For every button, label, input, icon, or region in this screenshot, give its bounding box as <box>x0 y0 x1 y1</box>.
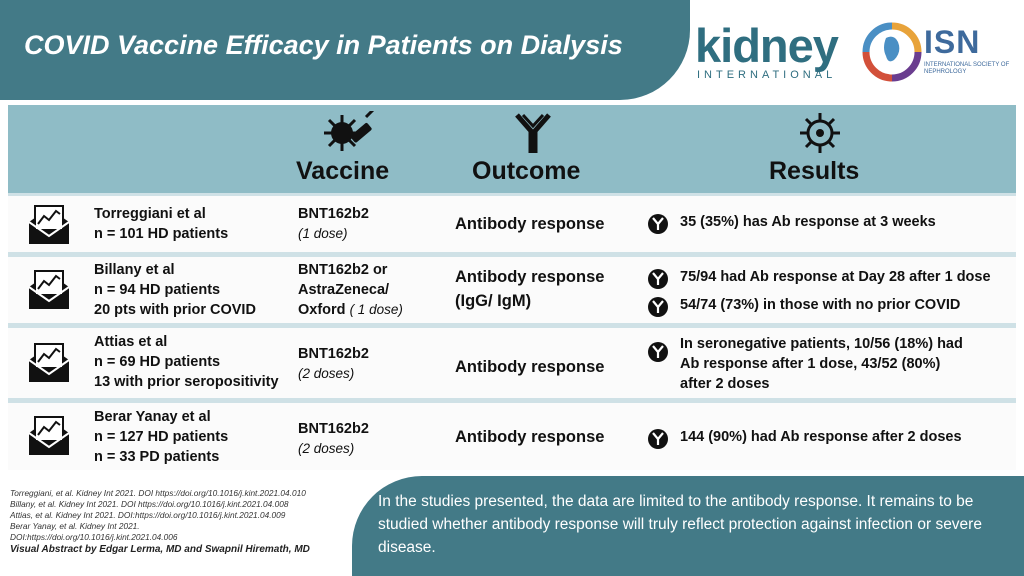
outcome-text <box>455 355 604 379</box>
vaccine-name: AstraZeneca/ <box>298 282 390 298</box>
envelope-report-icon <box>26 267 72 311</box>
table-row-berar-yanay <box>8 403 1016 470</box>
vaccine-name: BNT162b2 or <box>298 262 388 278</box>
study-info <box>94 407 228 467</box>
outcome-text <box>455 425 604 449</box>
study-detail: n = 101 HD patients <box>94 226 229 242</box>
virus-icon <box>320 111 376 155</box>
summary-text: In the studies presented, the data are limited to the antibody response. It remains to be studied whether antibody response will truly reflect protection against infection or severe disease. <box>378 493 982 556</box>
study-name: Torreggiani et al <box>94 206 206 222</box>
table-row-billany <box>8 257 1016 323</box>
page-title: COVID Vaccine Efficacy in Patients on Dialysis <box>24 30 623 60</box>
vaccine-dose: ( 1 dose) <box>349 302 403 317</box>
vaccine-info <box>298 204 369 244</box>
study-info <box>94 204 228 244</box>
table-row-attias <box>8 328 1016 398</box>
envelope-report-icon <box>26 340 72 384</box>
vaccine-dose: (2 doses) <box>298 441 355 456</box>
isn-logo <box>862 22 1010 87</box>
antibody-bullet-icon <box>648 429 668 449</box>
vaccine-dose: (1 dose) <box>298 226 348 241</box>
kidney-logo-subtitle: INTERNATIONAL <box>697 69 837 81</box>
study-detail: 20 pts with prior COVID <box>94 302 256 318</box>
antibody-bullet-icon <box>648 297 668 317</box>
result-text: 35 (35%) has Ab response at 3 weeks <box>680 214 936 230</box>
vaccine-info <box>298 419 369 459</box>
cell-icon <box>795 111 845 155</box>
vaccine-name: BNT162b2 <box>298 206 369 222</box>
study-detail: n = 33 PD patients <box>94 449 220 465</box>
outcome-line: Antibody response <box>455 358 605 376</box>
references <box>10 488 355 555</box>
table-header <box>8 105 1016 193</box>
vaccine-name: BNT162b2 <box>298 346 369 362</box>
isn-logo-subtitle: INTERNATIONAL SOCIETY OF NEPHROLOGY <box>924 62 1010 75</box>
envelope-report-icon <box>26 413 72 457</box>
vaccine-info <box>298 344 369 384</box>
outcome-line: (IgG/ IgM) <box>455 292 532 310</box>
antibody-icon <box>511 111 555 155</box>
study-info <box>94 260 256 320</box>
isn-logo-word: ISN <box>924 24 981 60</box>
outcome-text <box>455 212 604 236</box>
outcome-line: Antibody response <box>455 428 605 446</box>
result-line: after 2 doses <box>680 376 770 392</box>
column-header-vaccine: Vaccine <box>296 157 390 185</box>
reference-item: DOI:https://doi.org/10.1016/j.kint.2021.04.006 <box>10 532 178 542</box>
antibody-bullet-icon <box>648 214 668 234</box>
antibody-bullet-icon <box>648 342 668 362</box>
result-text: 54/74 (73%) in those with no prior COVID <box>680 297 961 313</box>
column-header-outcome: Outcome <box>472 157 581 185</box>
outcome-line: Antibody response <box>455 268 605 286</box>
table-row-torreggiani <box>8 196 1016 252</box>
study-detail: 13 with prior seropositivity <box>94 374 279 390</box>
antibody-bullet-icon <box>648 269 668 289</box>
isn-globe-icon <box>862 22 922 82</box>
study-info <box>94 332 279 392</box>
column-header-results: Results <box>769 157 860 185</box>
kidney-logo-word: kidney <box>695 19 838 72</box>
study-detail: n = 69 HD patients <box>94 354 221 370</box>
study-detail: n = 94 HD patients <box>94 282 221 298</box>
outcome-line: Antibody response <box>455 215 605 233</box>
reference-item: Attias, et al. Kidney Int 2021. DOI:https://doi.org/10.1016/j.kint.2021.04.009 <box>10 510 286 520</box>
vaccine-name: Oxford <box>298 302 346 318</box>
vaccine-name: BNT162b2 <box>298 421 369 437</box>
envelope-report-icon <box>26 202 72 246</box>
result-line: Ab response after 1 dose, 43/52 (80%) <box>680 356 941 372</box>
vaccine-info <box>298 260 403 320</box>
reference-item: Billany, et al. Kidney Int 2021. DOI https://doi.org/10.1016/j.kint.2021.04.008 <box>10 499 289 509</box>
result-line: In seronegative patients, 10/56 (18%) had <box>680 336 963 352</box>
vaccine-dose: (2 doses) <box>298 366 355 381</box>
study-detail: n = 127 HD patients <box>94 429 229 445</box>
result-text: 75/94 had Ab response at Day 28 after 1 dose <box>680 269 991 285</box>
summary-band <box>352 476 1024 576</box>
header-band <box>0 0 690 100</box>
outcome-text <box>455 265 604 313</box>
reference-item: Torreggiani, et al. Kidney Int 2021. DOI https://doi.org/10.1016/j.kint.2021.04.010 <box>10 488 306 498</box>
study-name: Berar Yanay et al <box>94 409 211 425</box>
result-text: 144 (90%) had Ab response after 2 doses <box>680 429 962 445</box>
result-text <box>680 334 963 394</box>
kidney-international-logo <box>695 19 838 81</box>
credit-line: Visual Abstract by Edgar Lerma, MD and Swapnil Hiremath, MD <box>10 544 310 555</box>
study-name: Billany et al <box>94 262 175 278</box>
reference-item: Berar Yanay, et al. Kidney Int 2021. <box>10 521 140 531</box>
studies-table <box>8 105 1016 470</box>
study-name: Attias et al <box>94 334 168 350</box>
